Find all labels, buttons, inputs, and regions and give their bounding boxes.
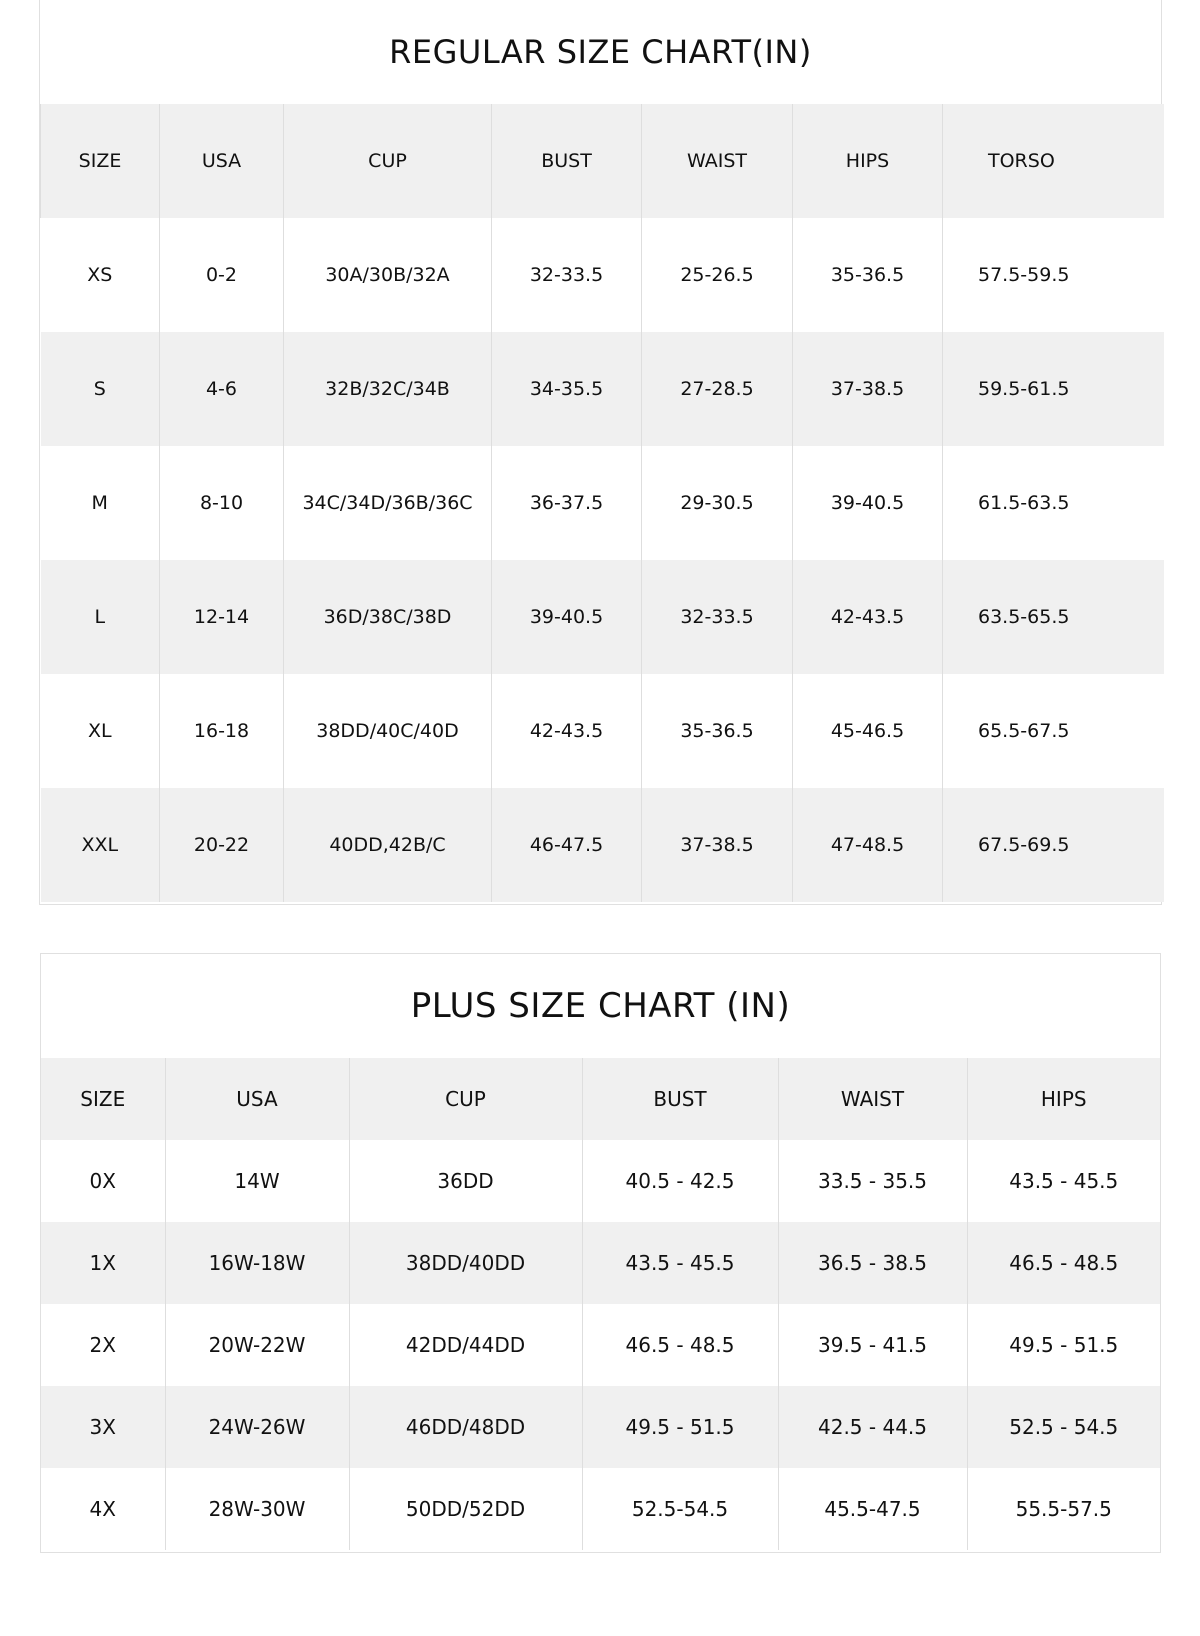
table-row [41, 674, 1164, 788]
plus-chart-title: PLUS SIZE CHART (IN) [410, 986, 791, 1026]
cell-bust: 52.5-54.5 [582, 1468, 778, 1550]
table-row [41, 1468, 1160, 1550]
cell-torso: 67.5-69.5 [943, 788, 1164, 902]
cell-usa: 20-22 [160, 788, 284, 902]
cell-size: XS [87, 264, 113, 286]
column-header-size: SIZE [80, 1087, 126, 1111]
cell-waist: 32-33.5 [642, 560, 793, 674]
cell-size: XL [87, 720, 112, 742]
cell-bust: 46-47.5 [492, 788, 642, 902]
cell-size: M [91, 492, 108, 514]
cell-torso: 63.5-65.5 [943, 560, 1164, 674]
cell-waist: 29-30.5 [642, 446, 793, 560]
table-row [41, 218, 1164, 332]
column-header-torso: TORSO [943, 104, 1164, 218]
cell-bust: 39-40.5 [492, 560, 642, 674]
cell-hips: 42-43.5 [793, 560, 943, 674]
column-header-hips: HIPS [967, 1058, 1160, 1140]
table-row [41, 1140, 1160, 1222]
cell-usa: 16-18 [160, 674, 284, 788]
table-row [41, 1386, 1160, 1468]
cell-size: 0X [89, 1169, 116, 1193]
cell-cup: 38DD/40DD [349, 1222, 582, 1304]
cell-cup: 30A/30B/32A [284, 218, 492, 332]
cell-waist: 45.5-47.5 [778, 1468, 967, 1550]
regular-size-chart [39, 0, 1162, 905]
cell-bust: 34-35.5 [492, 332, 642, 446]
cell-cup: 32B/32C/34B [284, 332, 492, 446]
cell-waist: 25-26.5 [642, 218, 793, 332]
table-row [41, 446, 1164, 560]
cell-usa: 24W-26W [165, 1386, 349, 1468]
cell-bust: 49.5 - 51.5 [582, 1386, 778, 1468]
cell-waist: 36.5 - 38.5 [778, 1222, 967, 1304]
cell-hips: 46.5 - 48.5 [967, 1222, 1160, 1304]
cell-hips: 47-48.5 [793, 788, 943, 902]
cell-usa: 8-10 [160, 446, 284, 560]
column-header-hips: HIPS [793, 104, 943, 218]
cell-usa: 28W-30W [165, 1468, 349, 1550]
table-header-row [41, 1058, 1160, 1140]
cell-size: L [94, 606, 106, 628]
cell-waist: 33.5 - 35.5 [778, 1140, 967, 1222]
cell-torso: 65.5-67.5 [943, 674, 1164, 788]
cell-cup: 38DD/40C/40D [284, 674, 492, 788]
table-row [41, 1222, 1160, 1304]
cell-hips: 45-46.5 [793, 674, 943, 788]
table-row [41, 1304, 1160, 1386]
cell-waist: 39.5 - 41.5 [778, 1304, 967, 1386]
cell-size: 3X [89, 1415, 116, 1439]
cell-usa: 14W [165, 1140, 349, 1222]
cell-cup: 50DD/52DD [349, 1468, 582, 1550]
cell-waist: 37-38.5 [642, 788, 793, 902]
cell-cup: 42DD/44DD [349, 1304, 582, 1386]
cell-cup: 36DD [349, 1140, 582, 1222]
column-header-cup: CUP [284, 104, 492, 218]
cell-cup: 34C/34D/36B/36C [284, 446, 492, 560]
column-header-waist: WAIST [778, 1058, 967, 1140]
cell-usa: 4-6 [160, 332, 284, 446]
column-header-waist: WAIST [642, 104, 793, 218]
table-row [41, 560, 1164, 674]
cell-bust: 46.5 - 48.5 [582, 1304, 778, 1386]
plus-size-chart [40, 953, 1161, 1553]
cell-hips: 37-38.5 [793, 332, 943, 446]
table-header-row [41, 104, 1164, 218]
cell-size: 1X [89, 1251, 116, 1275]
column-header-usa: USA [160, 104, 284, 218]
cell-waist: 27-28.5 [642, 332, 793, 446]
table-row [41, 332, 1164, 446]
cell-hips: 35-36.5 [793, 218, 943, 332]
table-row [41, 788, 1164, 902]
cell-size: XXL [81, 834, 119, 856]
cell-bust: 40.5 - 42.5 [582, 1140, 778, 1222]
cell-size: 2X [89, 1333, 116, 1357]
cell-waist: 35-36.5 [642, 674, 793, 788]
cell-bust: 32-33.5 [492, 218, 642, 332]
cell-cup: 46DD/48DD [349, 1386, 582, 1468]
cell-bust: 43.5 - 45.5 [582, 1222, 778, 1304]
cell-hips: 55.5-57.5 [967, 1468, 1160, 1550]
column-header-cup: CUP [349, 1058, 582, 1140]
column-header-bust: BUST [582, 1058, 778, 1140]
cell-bust: 36-37.5 [492, 446, 642, 560]
cell-hips: 39-40.5 [793, 446, 943, 560]
cell-torso: 57.5-59.5 [943, 218, 1164, 332]
cell-usa: 12-14 [160, 560, 284, 674]
cell-hips: 52.5 - 54.5 [967, 1386, 1160, 1468]
cell-cup: 36D/38C/38D [284, 560, 492, 674]
regular-chart-title: REGULAR SIZE CHART(IN) [389, 33, 812, 71]
cell-waist: 42.5 - 44.5 [778, 1386, 967, 1468]
cell-bust: 42-43.5 [492, 674, 642, 788]
cell-torso: 59.5-61.5 [943, 332, 1164, 446]
column-header-bust: BUST [492, 104, 642, 218]
regular-size-table [40, 104, 1164, 902]
column-header-usa: USA [165, 1058, 349, 1140]
cell-size: 4X [89, 1497, 116, 1521]
plus-size-table [41, 1058, 1160, 1550]
cell-usa: 20W-22W [165, 1304, 349, 1386]
cell-usa: 16W-18W [165, 1222, 349, 1304]
cell-size: S [93, 378, 106, 400]
cell-usa: 0-2 [160, 218, 284, 332]
cell-cup: 40DD,42B/C [284, 788, 492, 902]
cell-hips: 43.5 - 45.5 [967, 1140, 1160, 1222]
cell-torso: 61.5-63.5 [943, 446, 1164, 560]
cell-hips: 49.5 - 51.5 [967, 1304, 1160, 1386]
column-header-size: SIZE [41, 104, 160, 218]
